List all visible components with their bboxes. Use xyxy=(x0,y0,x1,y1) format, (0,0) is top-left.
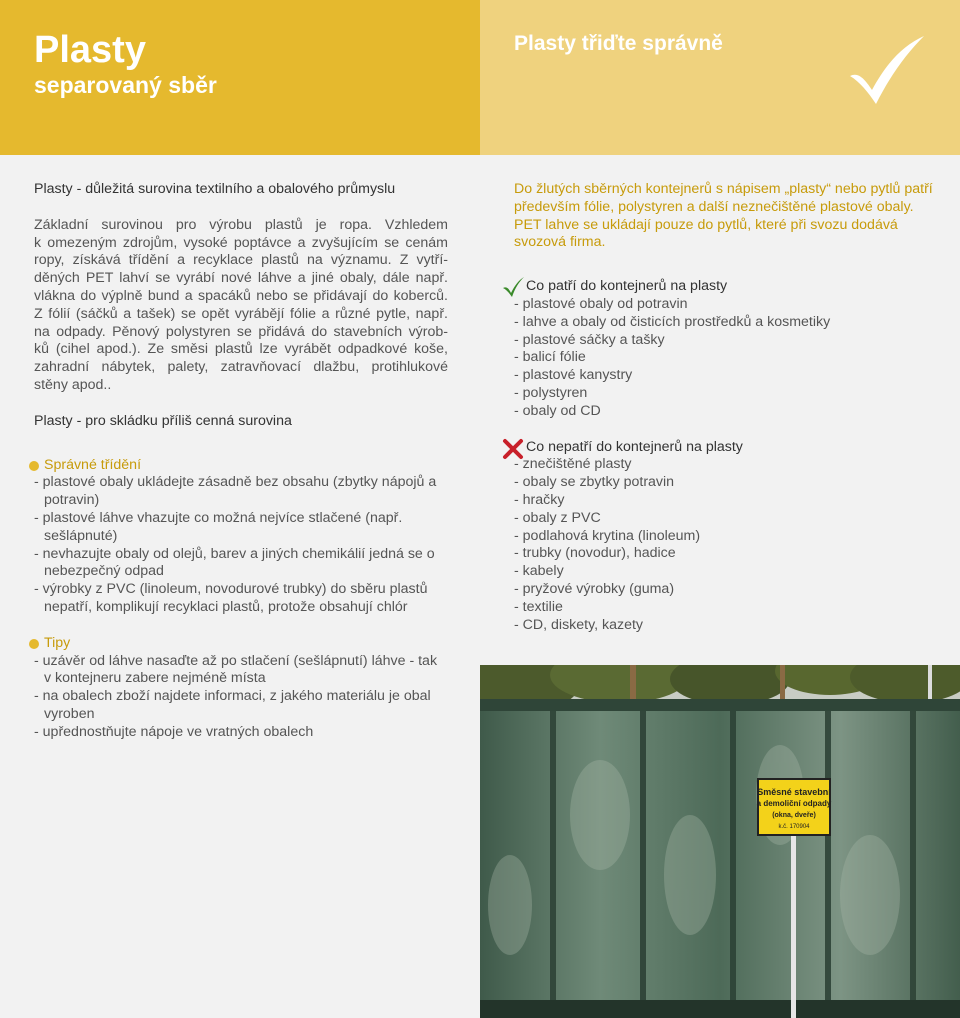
sorting-title: Správné třídění xyxy=(44,456,142,473)
allowed-item: - polystyren xyxy=(514,384,588,401)
checkmark-icon xyxy=(846,34,926,106)
forbidden-item: - CD, diskety, kazety xyxy=(514,616,644,633)
page-subtitle: separovaný sběr xyxy=(34,72,217,98)
right-column xyxy=(514,181,934,634)
forbidden-item: - kabely xyxy=(514,563,564,580)
right-header-title: Plasty třiďte správně xyxy=(514,32,723,55)
check-icon xyxy=(502,276,524,298)
intro-line: ropy, získává třídění a recyklace plastů na významu. Z vytří- xyxy=(34,252,448,269)
right-intro-2: PET lahve se ukládají pouze do pytlů, které při svozu dodává svozová firma. xyxy=(514,216,898,251)
intro-paragraph xyxy=(34,217,448,395)
sign-line-4: k.č. 170904 xyxy=(778,824,810,830)
tips-item: - uzávěr od láhve nasaďte až po stlačení (sešlápnutí) láhve - tak v kontejneru zabere nejméně místa xyxy=(34,652,438,687)
intro-line: Základní surovinou pro výrobu plastů je ropa. Vzhledem xyxy=(34,216,448,233)
intro-line: děných PET lahví se vyrábí nové láhve a jiné obaly, dále např. xyxy=(34,270,448,287)
sign-line-2: a demoliční odpady xyxy=(756,799,832,808)
tips-item: - na obalech zboží najdete informaci, z jakého materiálu je obal vyroben xyxy=(34,688,431,722)
forbidden-heading xyxy=(514,439,934,457)
intro-line: zahradní nábytek, palety, zatravňovací dlažbu, protihlukové xyxy=(34,359,448,376)
sign-line-3: (okna, dveře) xyxy=(772,812,816,819)
forbidden-item: - obaly se zbytky potravin xyxy=(514,474,675,491)
allowed-heading xyxy=(514,278,934,296)
allowed-item: - balicí fólie xyxy=(514,349,586,366)
forbidden-item: - textilie xyxy=(514,598,563,615)
sorting-section xyxy=(34,457,448,475)
tips-item: - upřednostňujte nápoje ve vratných obalech xyxy=(34,723,314,740)
intro-line: stěny apod.. xyxy=(34,376,112,393)
forbidden-item: - podlahová krytina (linoleum) xyxy=(514,527,701,544)
right-intro-1: Do žlutých sběrných kontejnerů s nápisem „plasty“ nebo pytlů patří především fólie, polystyren a další neznečištěné plastové obaly. xyxy=(514,181,933,215)
intro-line: k omezeným zdrojům, vysoké poptávce a zvyšujícím se cenám xyxy=(34,234,448,251)
forbidden-item: - pryžové výrobky (guma) xyxy=(514,580,675,597)
intro-line: ků (cihel apod.). Ze směsi plastů lze vyrábět odpadkové koše, xyxy=(34,341,448,358)
allowed-item: - plastové sáčky a tašky xyxy=(514,331,665,348)
sorting-item: - plastové obaly ukládejte zásadně bez obsahu (zbytky nápojů a potravin) xyxy=(34,474,437,509)
allowed-item: - lahve a obaly od čisticích prostředků a kosmetiky xyxy=(514,313,831,330)
sorting-item: - výrobky z PVC (linoleum, novodurové trubky) do sběru plastů nepatří, komplikují recyklaci plastů, protože obsahují chlór xyxy=(34,581,428,615)
left-column xyxy=(34,181,448,742)
allowed-title: Co patří do kontejnerů na plasty xyxy=(526,278,728,295)
heading-landfill: Plasty - pro skládku příliš cenná surovina xyxy=(34,412,292,429)
intro-line: na odpady. Pěnový polystyren se přidává do stavebních výrob- xyxy=(34,323,448,340)
forbidden-item: - hračky xyxy=(514,491,565,508)
forbidden-item: - trubky (novodur), hadice xyxy=(514,545,676,562)
sorting-item: - nevhazujte obaly od olejů, barev a jiných chemikálií jedná se o nebezpečný odpad xyxy=(34,545,435,580)
intro-line: Z fólií (sáčků a tašek) se opět vyrábějí fólie a různé pytle, např. xyxy=(34,305,448,322)
container-illustration xyxy=(480,665,960,1018)
allowed-item: - plastové obaly od potravin xyxy=(514,295,688,312)
page-title: Plasty xyxy=(34,29,146,71)
bullet-dot-icon xyxy=(29,461,39,471)
heading-textile: Plasty - důležitá surovina textilního a obalového průmyslu xyxy=(34,181,396,197)
container-photo xyxy=(480,665,960,1018)
forbidden-item: - znečištěné plasty xyxy=(514,456,632,473)
tips-section xyxy=(34,635,448,653)
forbidden-title: Co nepatří do kontejnerů na plasty xyxy=(526,438,743,455)
sorting-item: - plastové láhve vhazujte co možná nejvíce stlačené (např. sešlápnuté) xyxy=(34,509,403,544)
cross-icon xyxy=(502,438,524,460)
allowed-item: - plastové kanystry xyxy=(514,367,633,384)
forbidden-item: - obaly z PVC xyxy=(514,509,601,526)
tips-title: Tipy xyxy=(44,634,71,651)
allowed-item: - obaly od CD xyxy=(514,402,601,419)
sign-line-1: Směsné stavební xyxy=(757,787,831,797)
bullet-dot-icon xyxy=(29,639,39,649)
intro-line: vlákna do výplně bund a spacáků nebo se přidávají do koberců. xyxy=(34,287,448,304)
